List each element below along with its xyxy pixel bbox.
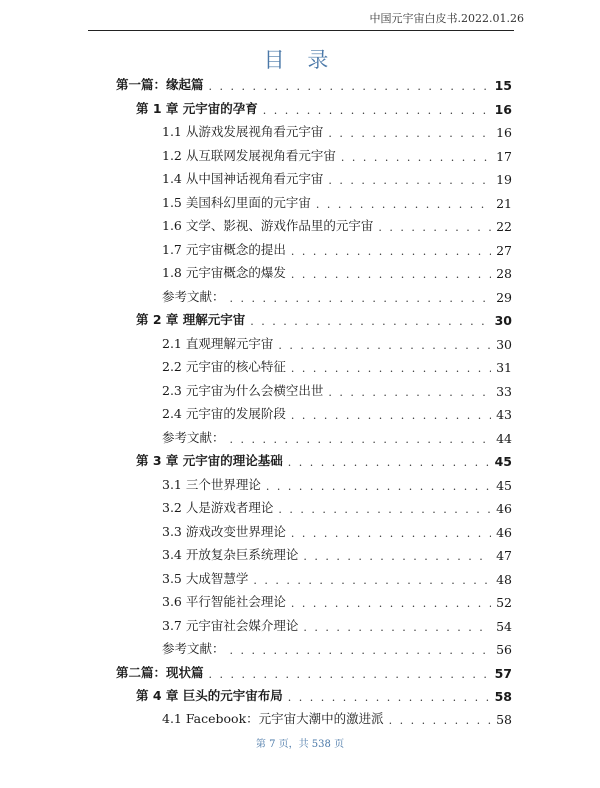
toc-section-entry[interactable]: 4.1 Facebook：元宇宙大潮中的激进派 . . . 58 xyxy=(162,707,512,727)
toc-section-entry[interactable]: 1.4 从中国神话视角看元宇宙 . . . 19 xyxy=(162,167,512,187)
toc-section-entry[interactable]: 1.2 从互联网发展视角看元宇宙 . . . 17 xyxy=(162,144,512,164)
toc-section-entry[interactable]: 3.1 三个世界理论 . . . 45 xyxy=(162,473,512,493)
toc-part-entry[interactable]: 第二篇：现状篇 . . . 57 xyxy=(116,661,512,681)
toc-section-entry[interactable]: 3.2 人是游戏者理论 . . . 46 xyxy=(162,496,512,516)
toc-section-entry[interactable]: 1.7 元宇宙概念的提出 . . . 27 xyxy=(162,238,512,258)
toc-section-entry[interactable]: 1.8 元宇宙概念的爆发 . . . 28 xyxy=(162,261,512,281)
toc-references-entry[interactable]: 参考文献： . . . 44 xyxy=(162,426,512,446)
toc-section-entry[interactable]: 2.3 元宇宙为什么会横空出世 . . . 33 xyxy=(162,379,512,399)
toc-section-entry[interactable]: 2.1 直观理解元宇宙 . . . 30 xyxy=(162,332,512,352)
toc-section-entry[interactable]: 3.6 平行智能社会理论 . . . 52 xyxy=(162,590,512,610)
toc-section-entry[interactable]: 1.6 文学、影视、游戏作品里的元宇宙 . . . 22 xyxy=(162,214,512,234)
toc-references-entry[interactable]: 参考文献： . . . 56 xyxy=(162,637,512,657)
toc-chapter-entry[interactable]: 第 1 章 元宇宙的孕育 . . . 16 xyxy=(136,97,512,117)
document-header: 中国元宇宙白皮书.2022.01.26 xyxy=(369,12,524,25)
toc-section-entry[interactable]: 2.4 元宇宙的发展阶段 . . . 43 xyxy=(162,402,512,422)
toc-section-entry[interactable]: 1.1 从游戏发展视角看元宇宙 . . . 16 xyxy=(162,120,512,140)
toc-part-entry[interactable]: 第一篇：缘起篇 . . . 15 xyxy=(116,73,512,93)
toc-title: 目 录 xyxy=(263,48,337,72)
toc-section-entry[interactable]: 3.4 开放复杂巨系统理论 . . . 47 xyxy=(162,543,512,563)
toc-section-entry[interactable]: 3.7 元宇宙社会媒介理论 . . . 54 xyxy=(162,614,512,634)
toc-chapter-entry[interactable]: 第 2 章 理解元宇宙 . . . 30 xyxy=(136,308,512,328)
toc-section-entry[interactable]: 2.2 元宇宙的核心特征 . . . 31 xyxy=(162,355,512,375)
toc-section-entry[interactable]: 1.5 美国科幻里面的元宇宙 . . . 21 xyxy=(162,191,512,211)
toc-chapter-entry[interactable]: 第 4 章 巨头的元宇宙布局 . . . 58 xyxy=(136,684,512,704)
toc-chapter-entry[interactable]: 第 3 章 元宇宙的理论基础 . . . 45 xyxy=(136,449,512,469)
header-rule xyxy=(88,30,514,31)
toc-section-entry[interactable]: 3.5 大成智慧学 . . . 48 xyxy=(162,567,512,587)
toc-references-entry[interactable]: 参考文献： . . . 29 xyxy=(162,285,512,305)
toc-section-entry[interactable]: 3.3 游戏改变世界理论 . . . 46 xyxy=(162,520,512,540)
page-footer: 第 7 页，共 538 页 xyxy=(255,739,345,750)
